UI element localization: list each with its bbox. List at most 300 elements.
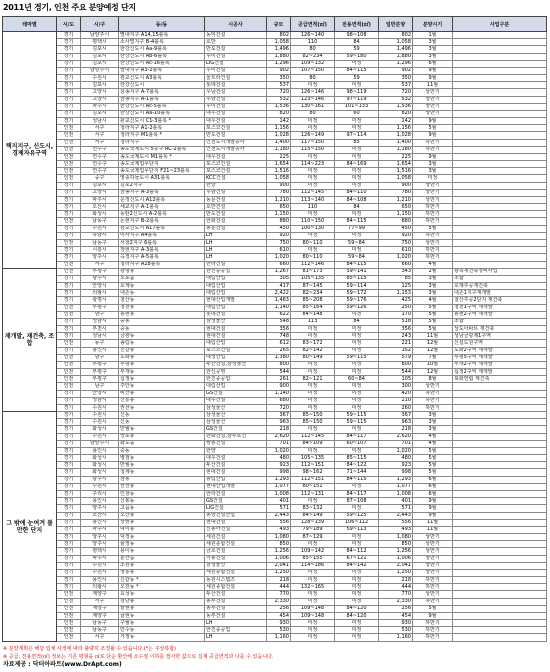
table-cell [453, 426, 547, 433]
table-cell: 대성산업 [205, 354, 267, 361]
table-cell: 동문건설 [205, 196, 267, 203]
table-cell: 109~148 [291, 605, 335, 612]
table-cell [453, 118, 547, 125]
table-cell: 8월 [413, 376, 453, 383]
table-cell: 1,160 [379, 634, 413, 642]
table-cell [453, 620, 547, 627]
table-cell: 7월 [413, 354, 453, 361]
table-cell [453, 526, 547, 533]
table-cell: 삼성물산 [205, 404, 267, 411]
table-row [3, 462, 547, 469]
table-cell: 수원시 [81, 562, 119, 569]
table-cell: 경기 [57, 110, 81, 117]
table-cell [453, 433, 547, 440]
table-row [3, 189, 547, 196]
table-header-row [3, 17, 547, 32]
table-cell: 152 [379, 347, 413, 354]
table-cell: 극동건설 [205, 555, 267, 562]
table-cell: 84~115 [335, 218, 379, 225]
table-cell: 망포동 [119, 433, 205, 440]
table-cell: 750 [267, 239, 291, 246]
table-cell: 1,293 [267, 476, 291, 483]
table-cell: 1,516 [267, 168, 291, 175]
table-cell: 경기 [57, 46, 81, 53]
note-area: ※ 공급, 전용면적(㎡) 정보는 기존 평형을 ㎡로 단순 환산해 소수점 이하를 절사한 값으로 실제 공급면적과 다를 수 있습니다. [3, 654, 274, 660]
table-cell: 84~109 [291, 440, 335, 447]
table-cell: 84~120 [335, 612, 379, 619]
table-cell: 114~223 [291, 161, 335, 168]
table-cell: 한강신도시 Ab-6블록 [119, 53, 205, 60]
table-cell: 경기 [57, 189, 81, 196]
table-cell: 미정 [335, 584, 379, 591]
table-cell: 신설도원구역 [453, 340, 547, 347]
table-cell: 권선동 [119, 404, 205, 411]
table-cell: 650 [267, 204, 291, 211]
table-cell: 십정2구역 재개발 [453, 369, 547, 376]
table-cell: 현대산업개발 [205, 483, 267, 490]
table-cell: 84 [335, 204, 379, 211]
table-cell: 미정 [335, 311, 379, 318]
table-cell [453, 75, 547, 82]
table-cell [453, 32, 547, 39]
table-cell: 김포시 [81, 46, 119, 53]
column-header: 테마별 [3, 17, 57, 32]
table-row [3, 96, 547, 103]
table-cell: 80~110 [291, 254, 335, 261]
table-cell: 82~234 [291, 53, 335, 60]
table-cell [453, 196, 547, 203]
table-cell: 107~150 [291, 67, 335, 74]
table-cell: 5월 [413, 311, 453, 318]
table-cell: 성남금광제1구역 [453, 333, 547, 340]
table-cell: 미정 [291, 498, 335, 505]
table-cell: 미정 [291, 591, 335, 598]
table-cell: 1,150 [379, 211, 413, 218]
table-cell: 80~149 [291, 354, 335, 361]
table-row [3, 491, 547, 498]
table-cell: 경기 [57, 447, 81, 454]
table-cell: 하반기 [413, 146, 453, 153]
table-row [3, 577, 547, 584]
table-cell: 인천 [57, 311, 81, 318]
table-cell: 반도건설 [205, 132, 267, 139]
table-cell [453, 139, 547, 146]
table-cell: 1,080 [379, 534, 413, 541]
table-cell: 800 [267, 361, 291, 368]
table-cell: 내손1지구재개발 [453, 290, 547, 297]
column-header: 일반분양 [379, 17, 413, 32]
table-cell: 5월 [413, 125, 453, 132]
table-cell: 미정 [335, 483, 379, 490]
table-cell: 85~115 [335, 275, 379, 282]
table-cell: 신동 [119, 419, 205, 426]
table-cell: 920 [267, 232, 291, 239]
table-cell: 11월 [413, 526, 453, 533]
table-cell: 영종하늘도시 A31블록 [119, 175, 205, 182]
table-cell: 1,150 [267, 211, 291, 218]
table-cell: 서구 [81, 139, 119, 146]
table-cell: 상반기 [413, 383, 453, 390]
table-cell: 송림동 [119, 340, 205, 347]
table-cell: 화성시 [81, 211, 119, 218]
table-cell: 수원시 [81, 569, 119, 576]
column-header: 분양시기 [413, 17, 453, 32]
group-label: 택지지구, 신도시, 경제자유구역 [3, 32, 57, 269]
footnotes [3, 645, 273, 669]
table-cell: 98~108 [335, 32, 379, 39]
table-cell [453, 247, 547, 254]
table-cell: 인천 [57, 175, 81, 182]
table-cell: 성남시 [81, 318, 119, 325]
table-cell: 용인시 [81, 347, 119, 354]
table-cell: 130~161 [291, 103, 335, 110]
table-cell: 고양시 [81, 189, 119, 196]
table-cell: 444 [267, 584, 291, 591]
table-cell: 용이동 [119, 548, 205, 555]
table-cell: 556 [379, 519, 413, 526]
table-cell: 김포시 [81, 60, 119, 67]
table-cell: 84~108 [335, 196, 379, 203]
table-cell: 미정 [335, 146, 379, 153]
table-row [3, 397, 547, 404]
table-cell: 파주시 [81, 555, 119, 562]
column-header: 동/동 [119, 17, 205, 32]
table-cell: 하반기 [413, 627, 453, 634]
table-cell [453, 634, 547, 642]
table-cell [453, 175, 547, 182]
table-cell: 923 [267, 462, 291, 469]
table-cell: 수원시 [81, 404, 119, 411]
table-cell: 하반기 [413, 584, 453, 591]
table-cell: 미정 [291, 390, 335, 397]
table-cell: 병점동 [119, 455, 205, 462]
table-cell: 660 [267, 261, 291, 268]
table-cell: 1,008 [379, 491, 413, 498]
table-cell: 1,020 [267, 447, 291, 454]
table-cell: 356 [379, 326, 413, 333]
table-cell [453, 103, 547, 110]
table-cell: 두산건설 [205, 462, 267, 469]
table-cell: 12월 [413, 347, 453, 354]
table-cell: 세원건설 [205, 534, 267, 541]
page-title: 2011년 경기, 인천 주요 분양예정 단지 [3, 3, 136, 12]
table-cell: 98~162 [291, 469, 335, 476]
table-cell: 미정 [291, 426, 335, 433]
table-cell: 경기 [57, 440, 81, 447]
table-cell [453, 562, 547, 569]
table-cell: 경기 [57, 519, 81, 526]
table-cell: 84~117 [335, 433, 379, 440]
table-cell: 신동 [119, 412, 205, 419]
table-cell: 귤현동 [119, 605, 205, 612]
table-cell: 820 [379, 110, 413, 117]
table-cell: 상반기 [413, 196, 453, 203]
table-cell: 59~126 [335, 304, 379, 311]
table-cell: 동문건설 [205, 225, 267, 232]
table-cell: 67~121 [335, 555, 379, 562]
table-row [3, 505, 547, 512]
table-cell: 미정 [291, 361, 335, 368]
table-cell: 고양시 [81, 96, 119, 103]
table-cell: 경기 [57, 247, 81, 254]
table-cell [453, 53, 547, 60]
table-cell: 남구 [81, 311, 119, 318]
table-cell: 경기 [57, 404, 81, 411]
table-cell: 243 [379, 333, 413, 340]
table-cell: 오포읍 [119, 275, 205, 282]
table-cell: 1,293 [379, 476, 413, 483]
table-cell: 현대산업개발 [205, 297, 267, 304]
column-header: 시/구 [81, 17, 119, 32]
table-cell: 4월 [413, 297, 453, 304]
table-cell: 상현동 [119, 519, 205, 526]
table-cell: 126~140 [291, 32, 335, 39]
table-row [3, 562, 547, 569]
table-cell: 480 [267, 455, 291, 462]
table-row [3, 483, 547, 490]
table-cell: 125 [379, 283, 413, 290]
table-cell: 1,156 [379, 125, 413, 132]
table-cell: 미정 [335, 125, 379, 132]
table-cell: 112~131 [291, 491, 335, 498]
table-row [3, 283, 547, 290]
table-cell: 1,006 [267, 555, 291, 562]
table-cell: 권선동 [119, 483, 205, 490]
table-cell [453, 598, 547, 605]
table-cell: 하반기 [413, 139, 453, 146]
table-cell: 양주시 [81, 541, 119, 548]
table-cell: 2,041 [379, 562, 413, 569]
group-label: 그 밖에 눈여겨 볼 만한 단지 [3, 412, 57, 642]
table-cell: 218 [267, 426, 291, 433]
table-cell: 경기 [57, 534, 81, 541]
table-cell: 상반기 [413, 182, 453, 189]
table-cell: 경기 [57, 562, 81, 569]
table-cell: 미정 [335, 232, 379, 239]
table-cell: 서구 [81, 598, 119, 605]
table-row [3, 168, 547, 175]
table-cell: 용현동 [119, 311, 205, 318]
table-cell: 청라지구 A28블록 [119, 261, 205, 268]
table-cell [453, 218, 547, 225]
table-row [3, 89, 547, 96]
table-row [3, 53, 547, 60]
table-cell: 112~145 [291, 189, 335, 196]
table-cell: 화도읍 [119, 440, 205, 447]
table-row [3, 340, 547, 347]
table-cell: 인천 [57, 153, 81, 160]
table-cell: 논현지구 B-2블록 [119, 218, 205, 225]
table-cell: 미정 [291, 232, 335, 239]
table-cell [453, 60, 547, 67]
table-cell: 530 [379, 627, 413, 634]
table-cell: 60~107 [335, 440, 379, 447]
table-cell: 동부건설 [205, 598, 267, 605]
table-cell: 남구 [81, 383, 119, 390]
table-row [3, 204, 547, 211]
table-row [3, 118, 547, 125]
table-cell: 세원종합건설 [205, 541, 267, 548]
table-cell: 2,041 [267, 562, 291, 569]
table-cell: 롯데건설 [205, 82, 267, 89]
table-cell: 하반기 [413, 620, 453, 627]
table-cell: 142 [379, 118, 413, 125]
table-cell: 포스코건설 [205, 168, 267, 175]
table-cell: 수원시 [81, 225, 119, 232]
table-cell: 218 [267, 577, 291, 584]
table-cell [453, 89, 547, 96]
table-row [3, 376, 547, 383]
table-cell: 중구 [81, 175, 119, 182]
table-cell: 한강신도시 Aa-10블록 [119, 110, 205, 117]
table-cell: 인천 [57, 361, 81, 368]
table-cell: 1,496 [379, 46, 413, 53]
table-cell: 상반기 [413, 562, 453, 569]
table-cell: 하반기 [413, 634, 453, 642]
table-cell: 대림산업 [205, 304, 267, 311]
table-row [3, 247, 547, 254]
table-cell: 구월동 [119, 620, 205, 627]
table-cell: 114~186 [291, 562, 335, 569]
table-row [3, 297, 547, 304]
table-cell: 대우건설 [205, 153, 267, 160]
table-cell: 880 [379, 218, 413, 225]
table-cell: 삼송지구 A-1블록 [119, 96, 205, 103]
table-cell: 622 [267, 311, 291, 318]
table-cell: 파주시 [81, 196, 119, 203]
table-cell: 신갈동 * [119, 577, 205, 584]
table-cell: 60~84 [335, 376, 379, 383]
table-cell: 미정 [335, 326, 379, 333]
table-cell: 802 [379, 32, 413, 39]
table-cell: 경기 [57, 498, 81, 505]
table-cell: 광명동 [119, 268, 205, 275]
table-cell: 인천도시개발공사 [205, 139, 267, 146]
table-cell: 84~117 [335, 491, 379, 498]
table-cell: 6월 [413, 491, 453, 498]
table-cell: 현대건설 [205, 519, 267, 526]
table-cell: 우남건설 [205, 189, 267, 196]
table-cell: 6월 [413, 476, 453, 483]
table-cell: 97~119 [335, 96, 379, 103]
table-cell: 1,077 [267, 483, 291, 490]
table-cell: 하반기 [413, 598, 453, 605]
table-cell: 250 [379, 304, 413, 311]
table-cell: 2,620 [379, 433, 413, 440]
table-cell: 미정 [335, 333, 379, 340]
table-cell: 수원시 [81, 412, 119, 419]
table-cell: 한양 [205, 182, 267, 189]
table-cell: 5월 [413, 605, 453, 612]
table-cell: 덕정동 [119, 534, 205, 541]
table-cell [453, 125, 547, 132]
table-cell: 12월 [413, 369, 453, 376]
table-cell: 126~146 [291, 89, 335, 96]
table-cell: 경기 [57, 433, 81, 440]
table-cell: 59~115 [335, 419, 379, 426]
table-cell: 720 [379, 89, 413, 96]
table-cell [453, 412, 547, 419]
table-cell: 720 [267, 404, 291, 411]
table-cell: 59~180 [335, 53, 379, 60]
table-cell: 1,058 [267, 39, 291, 46]
table-cell: 중동 [119, 318, 205, 325]
table-cell: 97~114 [335, 132, 379, 139]
table-cell: 612 [267, 340, 291, 347]
table-cell: 미정 [335, 369, 379, 376]
table-cell: 106~112 [335, 519, 379, 526]
table-cell: 인천 [57, 634, 81, 642]
table-cell: 한양 [205, 447, 267, 454]
table-cell: 900 [267, 383, 291, 390]
table-cell: 한신공영 [205, 369, 267, 376]
table-row [3, 75, 547, 82]
table-row [3, 333, 547, 340]
table-cell: 수원시 [81, 419, 119, 426]
table-cell: 444 [379, 584, 413, 591]
table-cell: 1,006 [379, 555, 413, 562]
table-cell: 미정 [291, 627, 335, 634]
table-cell: 한화건설,삼부토건 [205, 433, 267, 440]
table-cell: 170 [379, 311, 413, 318]
table-cell: 경기 [57, 254, 81, 261]
table-cell: 하반기 [413, 204, 453, 211]
table-cell: 포스코건설 [205, 161, 267, 168]
table-cell: 261 [267, 376, 291, 383]
table-cell: 450 [267, 225, 291, 232]
table-cell: 350 [267, 75, 291, 82]
table-cell: 5월 [413, 447, 453, 454]
table-cell: 미정 [291, 541, 335, 548]
table-cell: 1,380 [267, 354, 291, 361]
table-cell: 12월 [413, 340, 453, 347]
table-cell: 대우건설 [205, 110, 267, 117]
table-cell: 518 [379, 318, 413, 325]
table-cell [453, 67, 547, 74]
table-cell [453, 627, 547, 634]
table-cell: 경기 [57, 326, 81, 333]
table-row [3, 146, 547, 153]
table-cell: 호반 [205, 39, 267, 46]
column-header: 전용면적(㎡) [335, 17, 379, 32]
table-row [3, 512, 547, 519]
table-cell: 경기 [57, 347, 81, 354]
table-cell: 113~140 [291, 196, 335, 203]
table-cell [453, 254, 547, 261]
table-row [3, 361, 547, 368]
table-cell: 256 [267, 605, 291, 612]
table-cell: 3월 [413, 419, 453, 426]
table-cell: 용인시 [81, 498, 119, 505]
table-cell: 82~142 [291, 347, 335, 354]
table-cell: 923 [379, 462, 413, 469]
table-cell: 상반기 [413, 239, 453, 246]
table-cell: 대림산업 [205, 290, 267, 297]
table-cell: 김포시 [81, 110, 119, 117]
table-cell: 인천 [57, 161, 81, 168]
table-cell: 주안동 [119, 383, 205, 390]
table-cell: 1,180 [267, 146, 291, 153]
table-cell: 호반건설 [205, 204, 267, 211]
table-cell: 미정 [291, 247, 335, 254]
table-cell [453, 239, 547, 246]
table-cell: 1,250 [267, 569, 291, 576]
table-cell: 의왕시 [81, 290, 119, 297]
table-cell: 김포시 [81, 82, 119, 89]
table-cell: KCC건설 [205, 175, 267, 182]
table-cell: 80~110 [291, 239, 335, 246]
table-cell [453, 39, 547, 46]
